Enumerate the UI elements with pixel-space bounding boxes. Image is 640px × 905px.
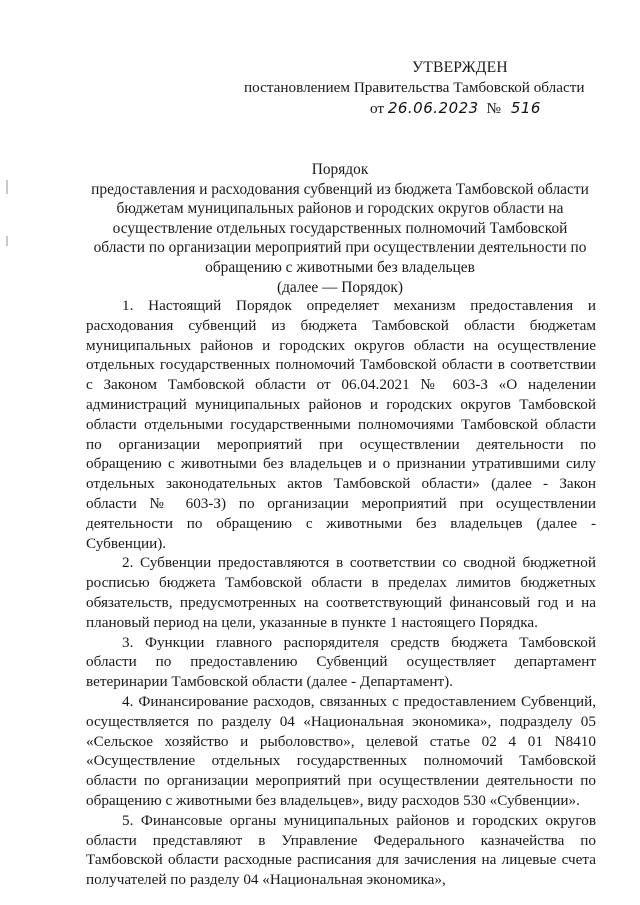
- number-prefix: №: [486, 100, 502, 117]
- title-line: области по организации мероприятий при осуществлении деятельности по: [93, 239, 587, 257]
- title-heading: Порядок: [311, 161, 369, 178]
- approval-stamp-block: [242, 58, 602, 119]
- document-title: [70, 160, 610, 297]
- title-line: обращению с животными без владельцев: [205, 258, 475, 276]
- date-prefix: от: [370, 100, 385, 117]
- title-line: (далее — Порядок): [276, 278, 404, 296]
- approval-date-line: [370, 98, 602, 119]
- paragraph-3: 3. Функции главного распорядителя средств бюджета Тамбовской области по предоставлению Субвенций осуществляет департамент ветеринарии Тамбовской области (далее - Департамент).: [86, 633, 596, 691]
- paragraph-2: 2. Субвенции предоставляются в соответствии со сводной бюджетной росписью бюджета Тамбовской области в пределах лимитов бюджетных обязательств, предусмотренных на соответствующий финансовый год и на плановый период на цели, указанные в пункте 1 настоящего Порядка.: [86, 554, 596, 631]
- title-line: бюджетам муниципальных районов и городских округов области на: [116, 200, 564, 218]
- handwritten-date: 26.06.2023: [387, 99, 479, 117]
- paragraph-1: 1. Настоящий Порядок определяет механизм предоставления и расходования субвенций из бюджета Тамбовской области бюджетам муниципальных районов и городских округов области на осуществление отдельных государственных полномочий Тамбовской области в соответствии с Законом Тамбовской области от 06.04.2021 № 603-З «О наделении администраций муниципальных районов и городских округов Тамбовской области отдельными государственными полномочиями Тамбовской области по организации мероприятий при осуществлении деятельности по обращению с животными без владельцев и о признании утратившими силу отдельных законодательных актов Тамбовской области» (далее - Закон области № 603-З) по организации мероприятий при осуществлении деятельности по обращению с животными без владельцев (далее - Субвенции).: [86, 297, 596, 552]
- title-line: осуществление отдельных государственных полномочий Тамбовской: [112, 219, 568, 237]
- title-line: предоставления и расходования субвенций из бюджета Тамбовской области: [91, 180, 589, 198]
- handwritten-number: 516: [510, 99, 541, 117]
- paragraph-4: 4. Финансирование расходов, связанных с предоставлением Субвенций, осуществляется по разделу 04 «Национальная экономика», подразделу 05 «Сельское хозяйство и рыболовство», целевой статье 02 4 01 N8410 «Осуществление отдельных государственных полномочий Тамбовской области по организации мероприятий при осуществлении деятельности по обращению с животными без владельцев», виду расходов 530 «Субвенции».: [86, 692, 596, 809]
- approved-heading: УТВЕРЖДЕН: [412, 59, 508, 76]
- scan-edge-mark: [6, 236, 8, 246]
- scan-edge-mark: [6, 180, 8, 194]
- paragraph-5: 5. Финансовые органы муниципальных районов и городских округов области представляют в Управление Федерального казначейства по Тамбовской области расходные расписания для зачисления на лицевые счета получателей по разделу 04 «Национальная экономика»,: [86, 811, 596, 889]
- approved-by-line: постановлением Правительства Тамбовской области: [244, 79, 585, 96]
- document-body: [86, 296, 596, 890]
